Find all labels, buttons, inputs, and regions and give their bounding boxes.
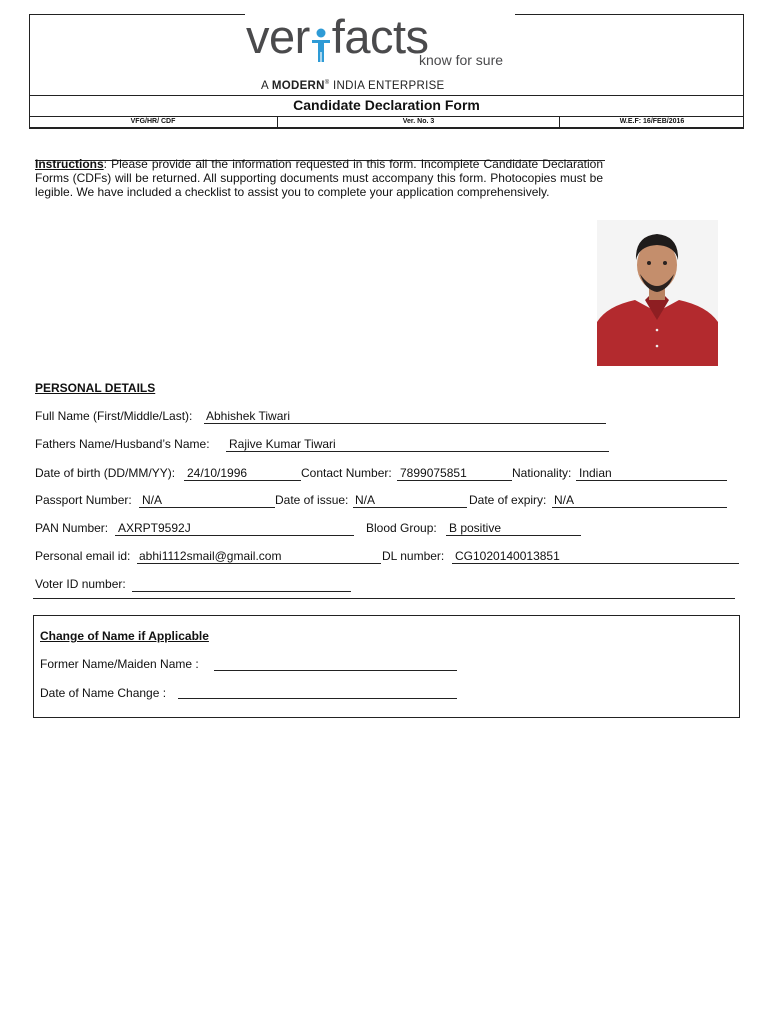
full-name-field[interactable]: Abhishek Tiwari bbox=[204, 409, 606, 424]
passport-label: Passport Number: bbox=[35, 493, 132, 507]
contact-label: Contact Number: bbox=[301, 466, 392, 480]
section-divider bbox=[33, 598, 735, 599]
dl-field[interactable]: CG1020140013851 bbox=[452, 549, 739, 564]
name-change-date-label: Date of Name Change : bbox=[40, 686, 167, 700]
logo-tagline: know for sure bbox=[419, 52, 504, 68]
instructions-text: Instructions: Please provide all the information requested in this form. Incomplete Candidate Declaration Forms (CDFs) will be returned. All supporting documents must accompany this form. Photocopies must be legible. We have included a checklist to assist you to complete your application comprehensively. bbox=[35, 157, 603, 199]
dob-field[interactable]: 24/10/1996 bbox=[184, 466, 301, 481]
effective-date: W.E.F: 16/FEB/2016 bbox=[619, 118, 685, 125]
voter-id-field[interactable] bbox=[132, 577, 351, 592]
pan-field[interactable]: AXRPT9592J bbox=[115, 521, 354, 536]
version-number: Ver. No. 3 bbox=[402, 118, 435, 125]
form-title: Candidate Declaration Form bbox=[293, 97, 480, 113]
full-name-label: Full Name (First/Middle/Last): bbox=[35, 409, 193, 423]
former-name-label: Former Name/Maiden Name : bbox=[40, 657, 199, 671]
nationality-field[interactable]: Indian bbox=[576, 466, 727, 481]
blood-group-label: Blood Group: bbox=[366, 521, 437, 535]
verifacts-logo: ver facts bbox=[246, 10, 429, 63]
issue-date-field[interactable]: N/A bbox=[353, 493, 467, 508]
candidate-photo bbox=[597, 220, 718, 366]
email-field[interactable]: abhi1112smail@gmail.com bbox=[137, 549, 381, 564]
name-change-title: Change of Name if Applicable bbox=[40, 629, 209, 643]
dl-label: DL number: bbox=[382, 549, 445, 563]
issue-date-label: Date of issue: bbox=[275, 493, 349, 507]
dob-label: Date of birth (DD/MM/YY): bbox=[35, 466, 176, 480]
personal-details-title: PERSONAL DETAILS bbox=[35, 381, 156, 395]
nationality-label: Nationality: bbox=[512, 466, 572, 480]
father-name-label: Fathers Name/Husband’s Name: bbox=[35, 437, 210, 451]
father-name-field[interactable]: Rajive Kumar Tiwari bbox=[226, 437, 609, 452]
voter-id-label: Voter ID number: bbox=[35, 577, 126, 591]
instructions-label: Instructions bbox=[35, 157, 104, 171]
pan-label: PAN Number: bbox=[35, 521, 109, 535]
name-change-date-field[interactable] bbox=[178, 684, 457, 699]
expiry-date-field[interactable]: N/A bbox=[552, 493, 727, 508]
expiry-date-label: Date of expiry: bbox=[469, 493, 547, 507]
enterprise-line: A MODERN® INDIA ENTERPRISE bbox=[261, 80, 445, 92]
passport-field[interactable]: N/A bbox=[139, 493, 275, 508]
doc-code: VFG/HR/ CDF bbox=[130, 118, 176, 125]
person-icon bbox=[310, 24, 332, 64]
email-label: Personal email id: bbox=[35, 549, 131, 563]
blood-group-field[interactable]: B positive bbox=[446, 521, 581, 536]
former-name-field[interactable] bbox=[214, 656, 457, 671]
contact-field[interactable]: 7899075851 bbox=[397, 466, 512, 481]
